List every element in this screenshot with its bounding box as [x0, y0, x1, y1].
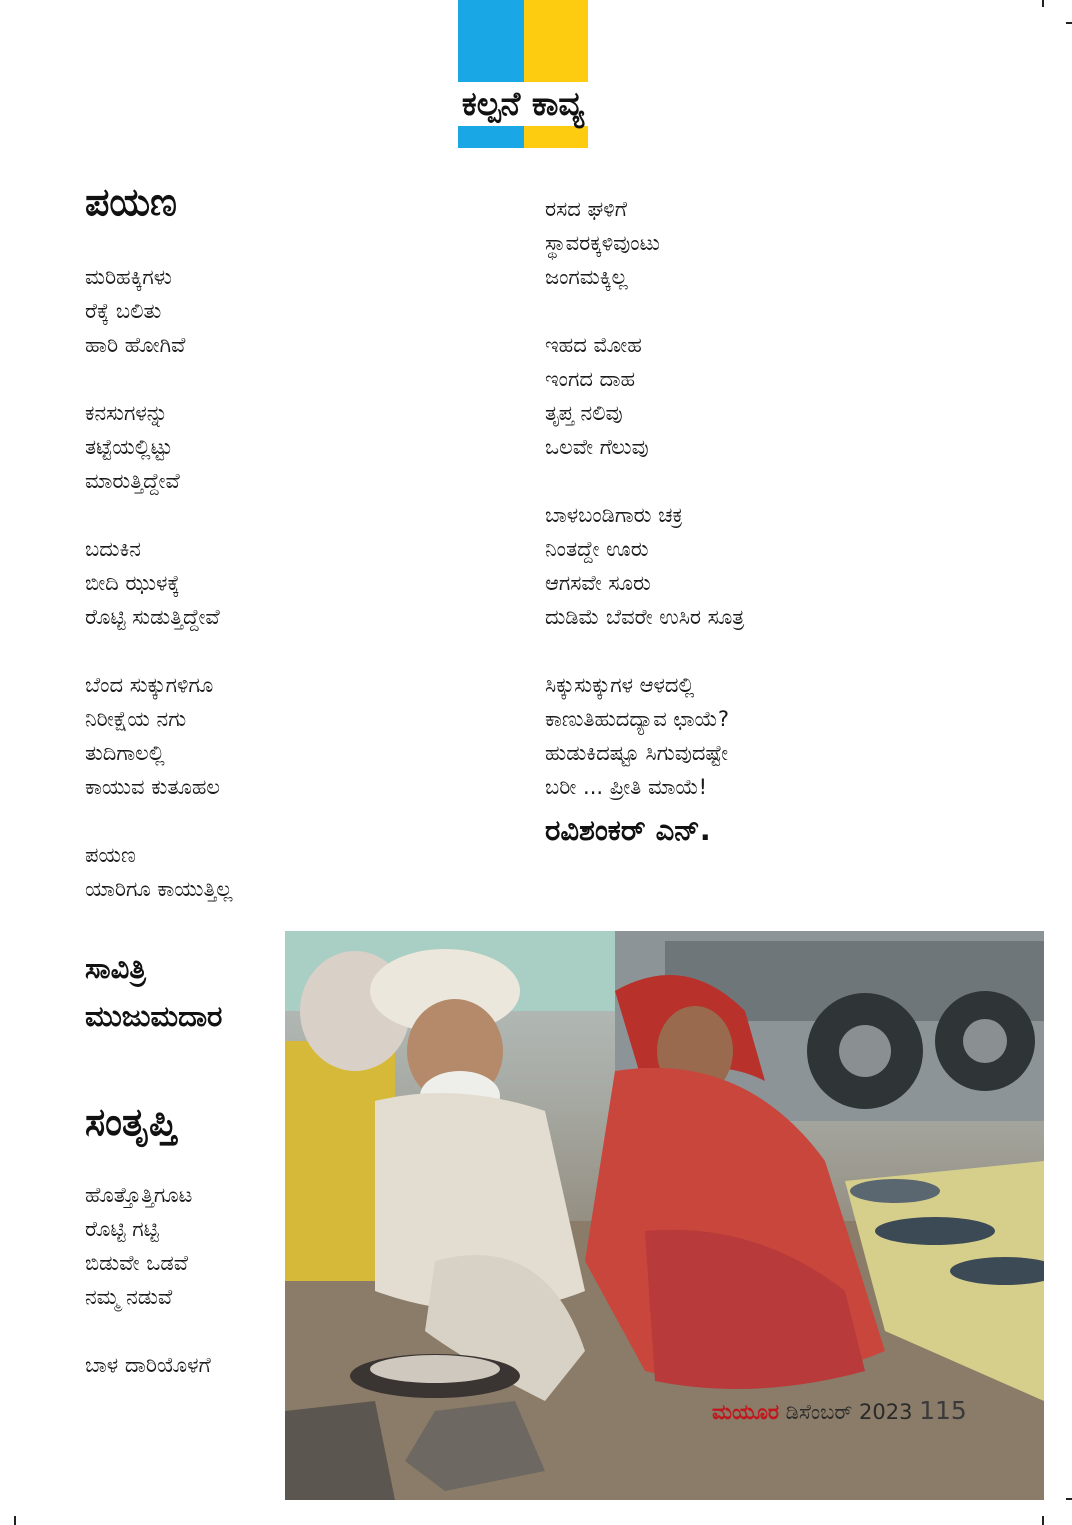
magazine-name: ಮಯೂರ — [712, 1400, 779, 1424]
poem-line: ಮರಿಹಕ್ಕಿಗಳು — [85, 265, 172, 289]
issue-date: ಡಿಸೆಂಬರ್ 2023 — [785, 1400, 913, 1424]
poem-line: ಒಲವೇ ಗೆಲುವು — [545, 435, 649, 459]
poem2-stanza-6 — [545, 668, 729, 804]
poem1-stanza-3 — [85, 532, 220, 634]
author-line: ಸಾವಿತ್ರಿ — [85, 951, 146, 985]
poem-line: ಇಂಗದ ದಾಹ — [545, 367, 636, 391]
poem2-stanza-4 — [545, 328, 649, 464]
poem-line: ಬಾಳಬಂಡಿಗಾರು ಚಕ್ರ — [545, 503, 683, 527]
poem-line: ಕಾಯುವ ಕುತೂಹಲ — [85, 775, 221, 799]
poem-line: ಹುಡುಕಿದಷ್ಟೂ ಸಿಗುವುದಷ್ಟೇ — [545, 741, 729, 765]
page-number: 115 — [919, 1396, 967, 1425]
poem-line: ತುದಿಗಾಲಲ್ಲಿ — [85, 741, 165, 765]
poem-line: ರಸದ ಘಳಿಗೆ — [545, 197, 627, 221]
poem-line: ಬಾಳ ದಾರಿಯೊಳಗೆ — [85, 1353, 211, 1377]
poem-line: ರೊಟ್ಟಿ ಸುಡುತ್ತಿದ್ದೇವೆ — [85, 605, 220, 629]
poem-line: ಕನಸುಗಳನ್ನು — [85, 401, 168, 425]
poem-line: ಬಿಡುವೇ ಒಡವೆ — [85, 1251, 189, 1275]
poem-line: ಕಾಣುತಿಹುದದ್ಯಾವ ಛಾಯೆ? — [545, 707, 729, 731]
poem1-stanza-1 — [85, 260, 185, 362]
poem-line: ದುಡಿಮೆ ಬೆವರೇ ಉಸಿರ ಸೂತ್ರ — [545, 605, 745, 629]
crop-mark — [1042, 0, 1044, 7]
poem2-stanza-5 — [545, 498, 744, 634]
poem2-stanza-3 — [545, 192, 660, 294]
poem-line: ಬದುಕಿನ — [85, 537, 141, 561]
poem-line: ಹಾರಿ ಹೋಗಿವೆ — [85, 333, 186, 357]
poem-line: ಪಯಣ — [85, 843, 136, 867]
poem2-stanza-1 — [85, 1178, 192, 1314]
crop-mark — [1042, 1516, 1044, 1525]
poem-line: ಸ್ಥಾವರಕ್ಕಳಿವುಂಟು — [545, 231, 660, 255]
poem-title-santrupti: ಸಂತೃಪ್ತಿ — [85, 1100, 177, 1144]
poem-line: ಯಾರಿಗೂ ಕಾಯುತ್ತಿಲ್ಲ — [85, 877, 233, 901]
poem-line: ಇಹದ ಮೋಹ — [545, 333, 642, 357]
poem-line: ನಿರೀಕ್ಷೆಯ ನಗು — [85, 707, 187, 731]
poem-line: ರೆಕ್ಕೆ ಬಲಿತು — [85, 299, 162, 323]
poem-line: ಸಿಕ್ಕುಸುಕ್ಕುಗಳ ಆಳದಲ್ಲಿ — [545, 673, 695, 697]
section-header — [458, 0, 588, 148]
poem-line: ತೃಪ್ತ ನಲಿವು — [545, 401, 623, 425]
poem-title-payana: ಪಯಣ — [85, 180, 177, 224]
poem1-stanza-4 — [85, 668, 220, 804]
poem-line: ಬೀದಿ ಝುಳಕ್ಕೆ — [85, 571, 180, 595]
section-title: ಕಲ್ಪನೆ ಕಾವ್ಯ — [461, 84, 585, 123]
poem1-author — [85, 944, 222, 1040]
poem1-stanza-5 — [85, 838, 232, 906]
poem-line: ನಿಂತದ್ದೇ ಊರು — [545, 537, 649, 561]
poem2-author: ರವಿಶಂಕರ್ ಎನ್. — [545, 813, 711, 847]
crop-mark — [14, 1516, 16, 1525]
poem2-stanza-2 — [85, 1348, 211, 1382]
poem-line: ಜಂಗಮಕ್ಕಿಲ್ಲ — [545, 265, 628, 289]
poem-line: ಬರೀ ... ಪ್ರೀತಿ ಮಾಯೆ! — [545, 775, 708, 799]
poem-line: ತಟ್ಟೆಯಲ್ಲಿಟ್ಟು — [85, 435, 173, 459]
poem-line: ನಮ್ಮ ನಡುವೆ — [85, 1285, 173, 1309]
poem1-stanza-2 — [85, 396, 180, 498]
crop-mark — [1066, 22, 1072, 24]
poem-line: ಆಗಸವೇ ಸೂರು — [545, 571, 651, 595]
poem-line: ಹೊತ್ತೊತ್ತಿಗೂಟ — [85, 1183, 193, 1207]
poem-line: ಮಾರುತ್ತಿದ್ದೇವೆ — [85, 469, 180, 493]
author-line: ಮುಜುಮದಾರ — [85, 999, 223, 1033]
crop-mark — [1066, 1498, 1072, 1500]
page-footer — [712, 1396, 967, 1425]
poem-line: ಬೆಂದ ಸುಕ್ಕುಗಳಿಗೂ — [85, 673, 214, 697]
poem-line: ರೊಟ್ಟಿ ಗಟ್ಟಿ — [85, 1217, 159, 1241]
